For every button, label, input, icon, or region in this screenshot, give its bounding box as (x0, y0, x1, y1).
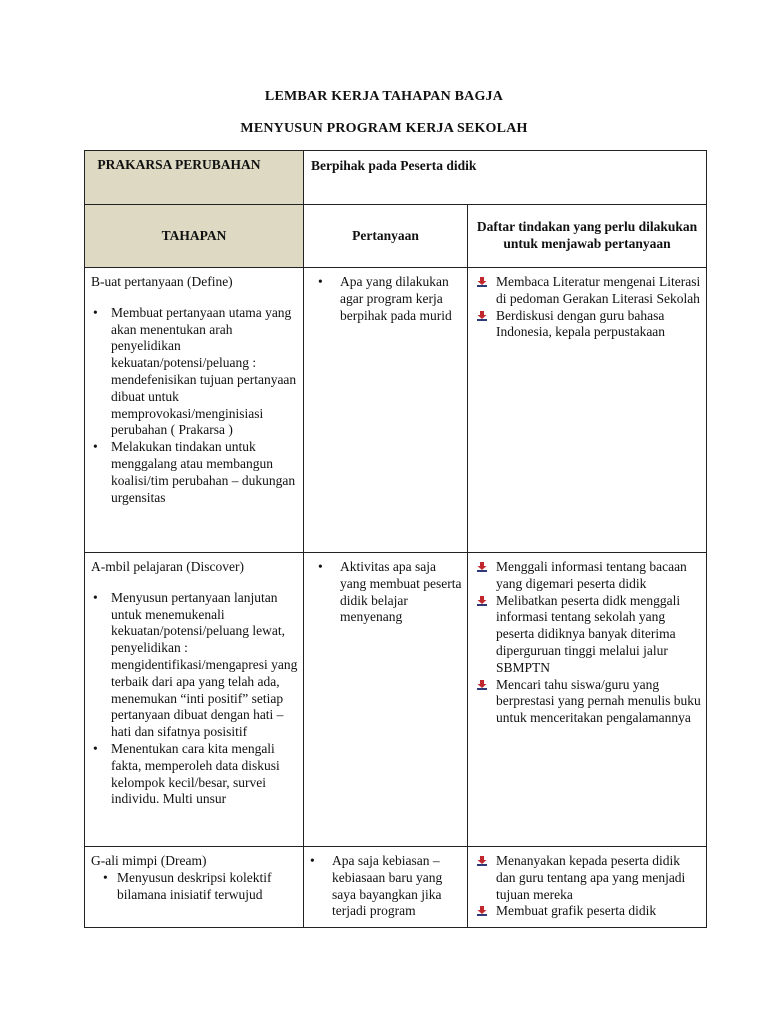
action-cell (468, 553, 707, 847)
action-cell (468, 847, 707, 928)
arrow-down-icon (476, 595, 488, 607)
stage-cell (85, 268, 304, 553)
table-row (85, 553, 707, 847)
table-row (85, 847, 707, 928)
stage-points (91, 590, 299, 808)
header-tahapan: TAHAPAN (85, 205, 304, 268)
arrow-down-icon (476, 561, 488, 573)
arrow-down-icon (476, 310, 488, 322)
list-item: Menggali informasi tentang bacaan yang digemari peserta didik (474, 559, 702, 593)
stage-cell (85, 847, 304, 928)
list-item: • Aktivitas apa saja yang membuat peserta didik belajar menyenang (316, 559, 463, 626)
list-item: Membuat grafik peserta didik (474, 903, 702, 920)
list-item: • Apa yang dilakukan agar program kerja berpihak pada murid (316, 274, 463, 324)
stage-title: G-ali mimpi (Dream) (91, 853, 207, 868)
header-pertanyaan: Pertanyaan (304, 205, 468, 268)
list-item: • Apa saja kebiasan – kebiasaan baru yang saya bayangkan jika terjadi program (308, 853, 463, 920)
list-item: • Membuat pertanyaan utama yang akan menentukan arah penyelidikan kekuatan/potensi/peluang : mendefenisikan tujuan pertanyaan dibuat untuk memprovokasi/menginisiasi perubahan ( Prakarsa ) (91, 305, 299, 439)
question-cell (304, 553, 468, 847)
list-item: Melibatkan peserta didk menggali informasi tentang sekolah yang peserta didiknya banyak diterima diperguruan tinggi melalui jalur SBMPTN (474, 593, 702, 677)
arrow-down-icon (476, 905, 488, 917)
list-item: Menanyakan kepada peserta didik dan guru tentang apa yang menjadi tujuan mereka (474, 853, 702, 903)
stage-cell (85, 553, 304, 847)
arrow-down-icon (476, 855, 488, 867)
stage-points (91, 870, 299, 904)
list-item: Berdiskusi dengan guru bahasa Indonesia, kepala perpustakaan (474, 308, 702, 342)
list-item: • Menentukan cara kita mengali fakta, memperoleh data diskusi kelompok kecil/besar, survei individu. Multi unsur (91, 741, 299, 808)
list-item: • Melakukan tindakan untuk menggalang atau membangun koalisi/tim perubahan – dukungan urgensitas (91, 439, 299, 506)
stage-title: B-uat pertanyaan (Define) (91, 274, 233, 289)
list-item: Membaca Literatur mengenai Literasi di pedoman Gerakan Literasi Sekolah (474, 274, 702, 308)
header-daftar-tindakan: Daftar tindakan yang perlu dilakukan untuk menjawab pertanyaan (468, 205, 707, 268)
document-subtitle: MENYUSUN PROGRAM KERJA SEKOLAH (240, 121, 528, 136)
arrow-down-icon (476, 679, 488, 691)
table-row (85, 268, 707, 553)
question-cell (304, 847, 468, 928)
list-item: • Menyusun deskripsi kolektif bilamana inisiatif terwujud (91, 870, 299, 904)
stage-points (91, 305, 299, 507)
stage-title: A-mbil pelajaran (Discover) (91, 559, 244, 574)
prakarsa-label: PRAKARSA PERUBAHAN (85, 151, 304, 205)
list-item: • Menyusun pertanyaan lanjutan untuk menemukenali kekuatan/potensi/peluang lewat, penyelidikan : mengidentifikasi/mengapresi yang terbaik dari apa yang telah ada, menemukan “inti positif” setiap pertanyaan dibuat dengan hati – hati dan sifatnya posisitif (91, 590, 299, 741)
list-item: Mencari tahu siswa/guru yang berprestasi yang pernah menulis buku untuk menceritakan pengalamannya (474, 677, 702, 727)
prakarsa-row (85, 151, 707, 205)
bagja-worksheet-table (84, 150, 707, 928)
prakarsa-value: Berpihak pada Peserta didik (304, 151, 707, 205)
header-row (85, 205, 707, 268)
document-title: LEMBAR KERJA TAHAPAN BAGJA (264, 89, 504, 104)
question-cell (304, 268, 468, 553)
action-cell (468, 268, 707, 553)
arrow-down-icon (476, 276, 488, 288)
